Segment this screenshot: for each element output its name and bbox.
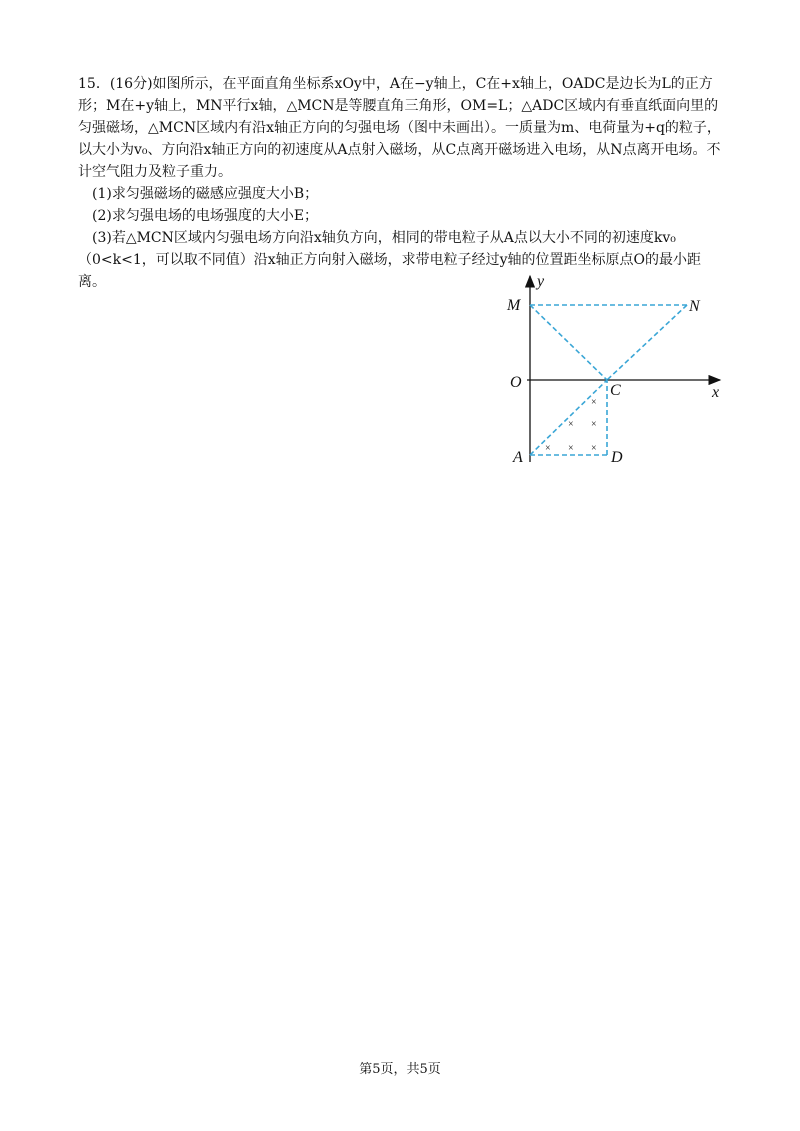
question-1: (1)求匀强磁场的磁感应强度大小B； (92, 186, 319, 202)
label-x: x (712, 384, 720, 401)
field-cross: × (568, 443, 574, 454)
label-o: O (510, 374, 522, 391)
field-cross: × (545, 443, 551, 454)
field-cross: × (591, 443, 597, 454)
label-c: C (610, 382, 621, 399)
page-footer: 第5页，共5页 (359, 1062, 441, 1077)
figure-svg (505, 270, 735, 470)
problem-15 (78, 73, 728, 293)
label-d: D (611, 449, 623, 466)
field-cross: × (568, 419, 574, 430)
label-n: N (689, 298, 700, 315)
label-m: M (507, 297, 521, 314)
field-cross: × (591, 419, 597, 430)
label-a: A (513, 449, 523, 466)
question-3: (3)若△MCN区域内匀强电场方向沿x轴负方向，相同的带电粒子从A点以大小不同的初速度kv₀（0<k<1，可以取不同值）沿x轴正方向射入磁场，求带电粒子经过y轴的位置距坐标原点O的最小距离。 (78, 230, 702, 290)
triangle-mcn (530, 305, 687, 380)
field-cross: × (591, 397, 597, 408)
label-y: y (537, 273, 545, 290)
problem-stem: 15．(16分)如图所示，在平面直角坐标系xOy中，A在−y轴上，C在+x轴上，OADC是边长为L的正方形；M在+y轴上，MN平行x轴，△MCN是等腰直角三角形，OM=L；△ADC区域内有垂直纸面向里的匀强磁场，△MCN区域内有沿x轴正方向的匀强电场（图中未画出）。一质量为m、电荷量为+q的粒子，以大小为v₀、方向沿x轴正方向的初速度从A点射入磁场，从C点离开磁场进入电场，从N点离开电场。不计空气阻力及粒子重力。 (78, 76, 721, 180)
question-2: (2)求匀强电场的电场强度的大小E； (92, 208, 319, 224)
coordinate-figure (505, 270, 735, 470)
magnetic-field-symbols (545, 397, 597, 454)
